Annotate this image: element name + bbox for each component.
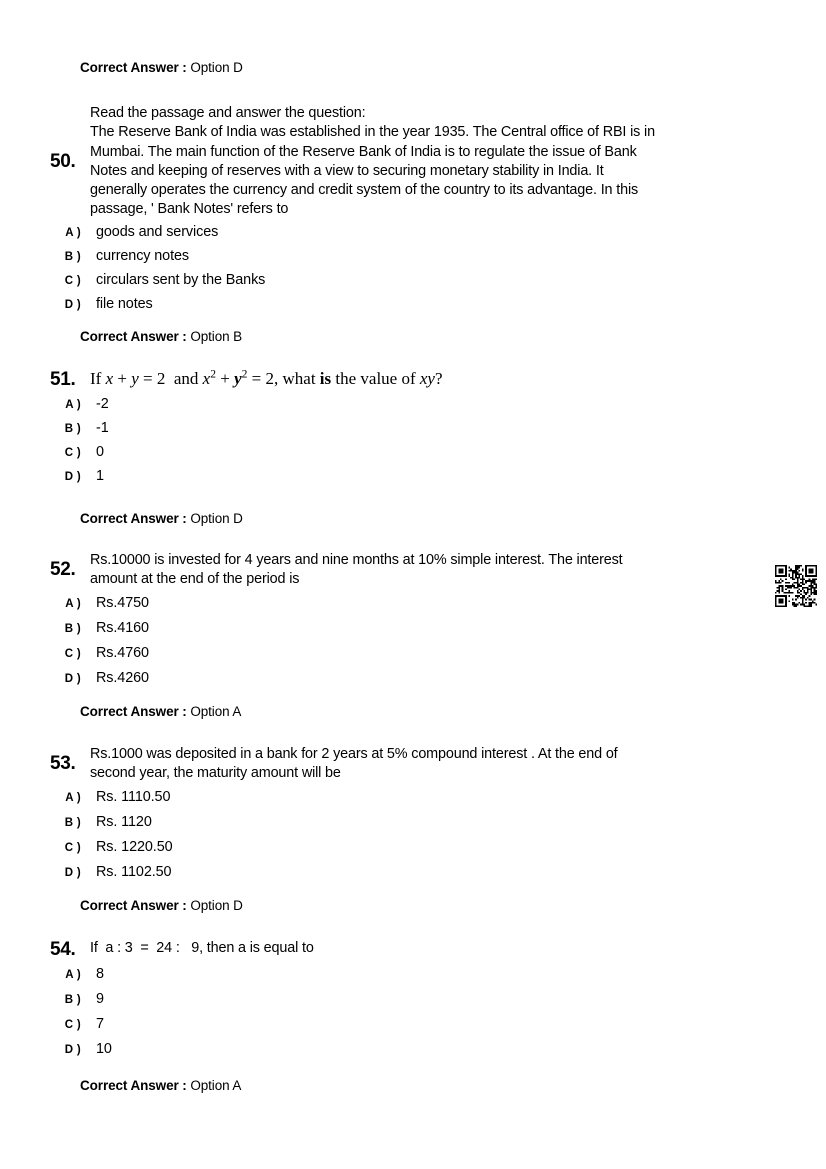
question-line: Mumbai. The main function of the Reserve Bank of India is to regulate the issue of Bank: [90, 143, 637, 160]
options-list: [46, 224, 781, 312]
correct-answer-label: Correct Answer :: [80, 1078, 187, 1093]
option-label: A ): [65, 597, 81, 610]
question-line: second year, the maturity amount will be: [90, 765, 341, 782]
correct-answer-line: [80, 898, 243, 913]
correct-answer-line: [80, 511, 243, 526]
correct-answer-label: Correct Answer :: [80, 704, 187, 719]
correct-answer-line: [80, 704, 241, 719]
question-number: 51.: [50, 369, 76, 390]
option-row[interactable]: [46, 420, 781, 436]
correct-answer-line: [80, 329, 242, 344]
option-row[interactable]: [46, 645, 781, 661]
option-text: Rs.4760: [96, 644, 149, 661]
question-line: Notes and keeping of reserves with a view to securing monetary stability in India. It: [90, 162, 604, 179]
question-line: The Reserve Bank of India was established in the year 1935. The Central office of RBI is in: [90, 124, 655, 141]
option-label: D ): [64, 1044, 81, 1056]
option-text: -1: [96, 420, 109, 436]
option-text: Rs.4160: [96, 619, 149, 636]
correct-answer-line: [80, 60, 243, 75]
option-row[interactable]: [46, 444, 781, 460]
option-label: C ): [64, 1019, 81, 1031]
option-label: A ): [65, 791, 81, 804]
option-label: C ): [64, 274, 81, 287]
option-label: A ): [65, 969, 81, 981]
option-text: Rs. 1120: [96, 813, 152, 830]
question-line: Rs.1000 was deposited in a bank for 2 years at 5% compound interest . At the end of: [90, 746, 618, 762]
question-block-51: [46, 369, 781, 484]
correct-answer-label: Correct Answer :: [80, 511, 187, 526]
option-row[interactable]: [46, 1041, 781, 1057]
option-text: 7: [96, 1016, 104, 1032]
question-line: amount at the end of the period is: [90, 571, 300, 588]
option-row[interactable]: [46, 595, 781, 611]
question-row: [46, 939, 781, 961]
option-text: Rs. 1102.50: [96, 863, 172, 880]
question-block-54: [46, 939, 781, 1057]
correct-answer-value: Option D: [190, 511, 243, 526]
option-row[interactable]: [46, 620, 781, 636]
option-row[interactable]: [46, 670, 781, 686]
option-label: C ): [64, 647, 81, 660]
question-row: [46, 745, 781, 784]
option-label: D ): [64, 672, 81, 685]
correct-answer-line: [80, 1078, 241, 1093]
correct-answer-value: Option D: [190, 60, 243, 75]
correct-answer-value: Option A: [190, 1078, 242, 1093]
question-number: 54.: [50, 939, 76, 960]
option-text: 10: [96, 1041, 112, 1057]
option-text: Rs. 1220.50: [96, 838, 173, 855]
option-text: Rs.4260: [96, 669, 149, 686]
option-label: C ): [64, 841, 81, 854]
question-text: [90, 551, 781, 590]
options-list: [46, 396, 781, 484]
question-block-50: [46, 104, 781, 312]
correct-answer-value: Option B: [190, 329, 243, 344]
option-row[interactable]: [46, 839, 781, 855]
option-row[interactable]: [46, 864, 781, 880]
question-number: 50.: [50, 150, 76, 172]
option-label: A ): [65, 399, 81, 411]
option-label: C ): [64, 447, 81, 459]
option-label: D ): [64, 471, 81, 483]
option-row[interactable]: [46, 296, 781, 312]
question-text: If x + y = 2 and $x^2 + y^2 = 2$, what is the value of xy?: [90, 367, 443, 388]
correct-answer-label: Correct Answer :: [80, 898, 187, 913]
option-text: 0: [96, 444, 104, 460]
option-text: -2: [96, 396, 109, 412]
option-row[interactable]: [46, 248, 781, 264]
correct-answer-value: Option A: [190, 704, 242, 719]
question-number: 53.: [50, 753, 76, 775]
option-row[interactable]: [46, 789, 781, 805]
question-row: [46, 369, 781, 391]
question-text: [90, 745, 781, 784]
option-text: Rs. 1110.50: [96, 788, 171, 805]
question-row: [46, 551, 781, 590]
option-row[interactable]: [46, 272, 781, 288]
option-text: file notes: [96, 295, 153, 312]
options-list: [46, 595, 781, 686]
option-label: D ): [64, 298, 81, 311]
options-list: [46, 789, 781, 880]
option-row[interactable]: [46, 814, 781, 830]
question-text: [90, 104, 781, 220]
question-block-53: [46, 745, 781, 880]
option-text: circulars sent by the Banks: [96, 271, 266, 288]
qr-code: [775, 565, 817, 607]
correct-answer-label: Correct Answer :: [80, 60, 187, 75]
options-list: [46, 966, 781, 1057]
question-line: generally operates the currency and credit system of the country to its advantage. In this: [90, 182, 639, 199]
question-text: If a : 3 = 24 : 9, then a is equal to: [90, 940, 314, 956]
option-row[interactable]: [46, 1016, 781, 1032]
option-text: 8: [96, 966, 104, 982]
option-label: B ): [64, 994, 81, 1006]
question-line: Rs.10000 is invested for 4 years and nine months at 10% simple interest. The interest: [90, 552, 623, 568]
correct-answer-value: Option D: [190, 898, 243, 913]
question-block-52: [46, 551, 781, 686]
option-label: D ): [64, 866, 81, 879]
question-row: [46, 104, 781, 220]
correct-answer-label: Correct Answer :: [80, 329, 187, 344]
option-label: B ): [64, 423, 81, 435]
option-text: 1: [96, 468, 104, 484]
option-text: goods and services: [96, 223, 219, 240]
option-row[interactable]: [46, 224, 781, 240]
option-text: currency notes: [96, 247, 189, 264]
question-line: Read the passage and answer the question:: [90, 105, 366, 121]
option-text: Rs.4750: [96, 594, 149, 611]
question-number: 52.: [50, 559, 76, 581]
option-row[interactable]: [46, 396, 781, 412]
option-text: 9: [96, 991, 104, 1007]
question-line: passage, ' Bank Notes' refers to: [90, 201, 289, 218]
option-row[interactable]: [46, 468, 781, 484]
option-label: A ): [65, 226, 81, 239]
option-row[interactable]: [46, 991, 781, 1007]
option-row[interactable]: [46, 966, 781, 982]
option-label: B ): [64, 622, 81, 635]
option-label: B ): [64, 816, 81, 829]
option-label: B ): [64, 250, 81, 263]
